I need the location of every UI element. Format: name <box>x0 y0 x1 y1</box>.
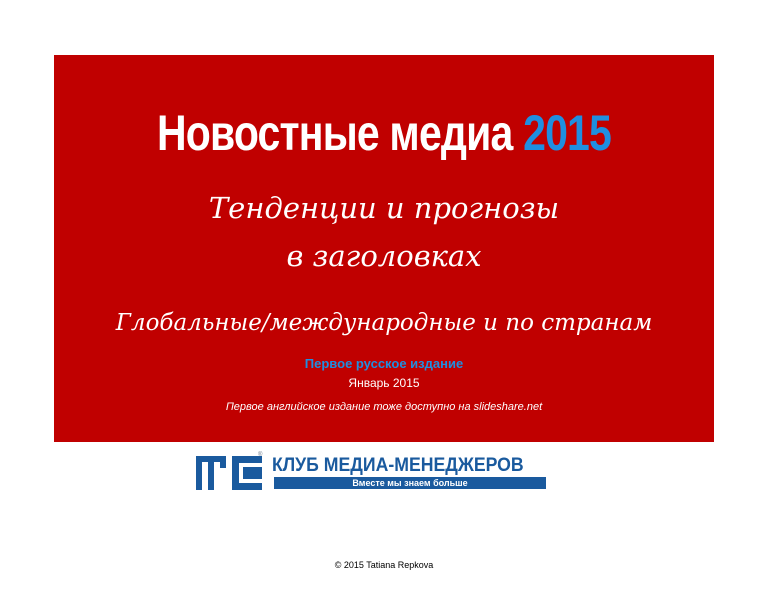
logo-tagline: Вместе мы знаем больше <box>274 477 546 489</box>
registered-mark: ® <box>258 452 263 458</box>
english-edition-note: Первое английское издание тоже доступно на slideshare.net <box>225 401 543 413</box>
copyright: © 2015 Tatiana Repkova <box>334 560 434 570</box>
club-logo <box>196 450 556 495</box>
logo-name: КЛУБ МЕДИА-МЕНЕДЖЕРОВ <box>272 455 524 476</box>
title-text: Новостные медиа <box>156 105 513 161</box>
page-title <box>69 103 699 163</box>
subtitle-scope: Глобальные/международные и по странам <box>115 310 653 336</box>
subtitle-line-2: в заголовках <box>286 239 482 273</box>
title-year: 2015 <box>523 105 612 161</box>
date-label: Январь 2015 <box>348 376 420 390</box>
subtitle-line-1: Тенденции и прогнозы <box>208 191 560 225</box>
edition-label: Первое русское издание <box>304 356 464 371</box>
mc-monogram-icon <box>196 456 262 490</box>
